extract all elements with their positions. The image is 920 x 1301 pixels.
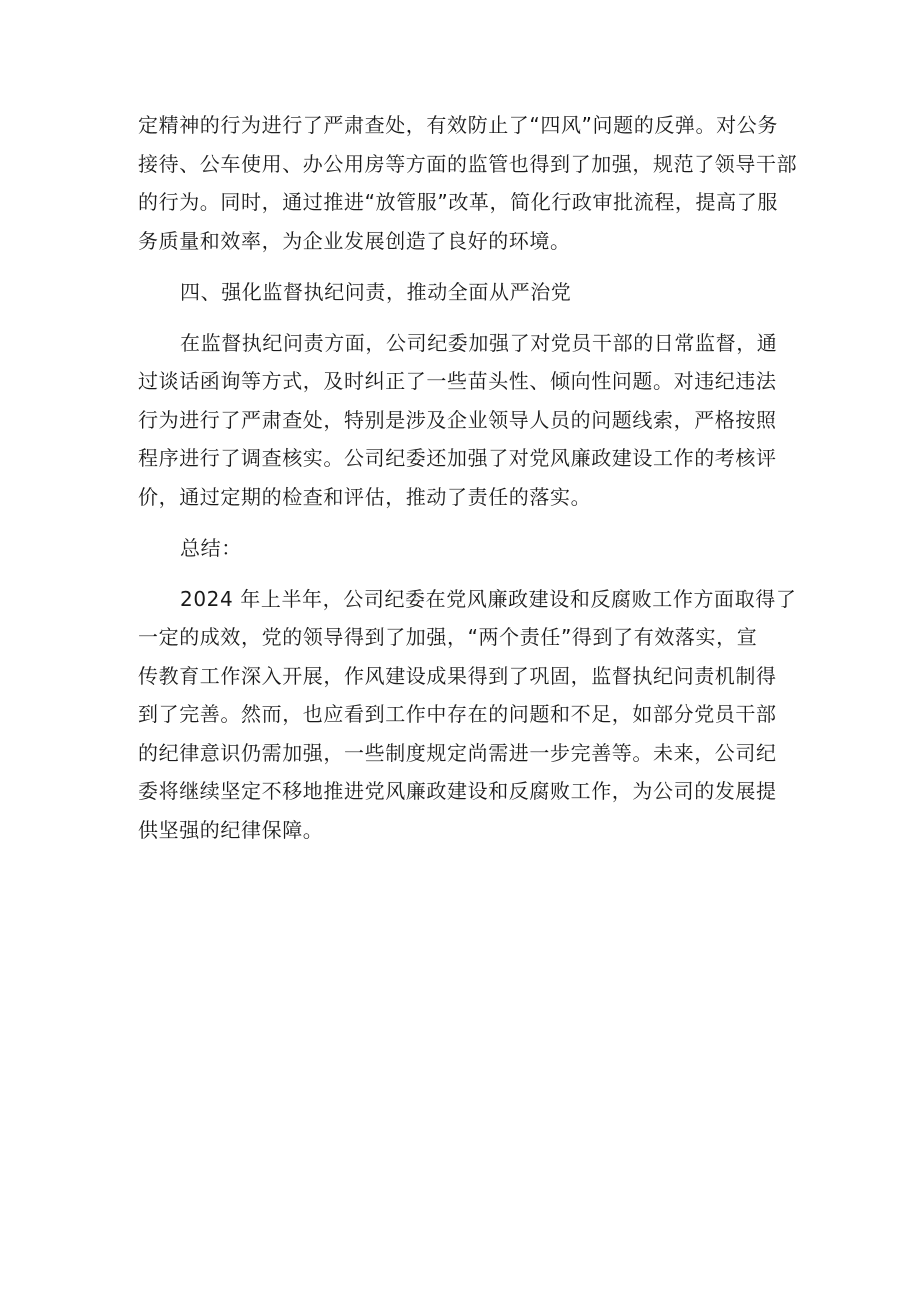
text-line: 务质量和效率，为企业发展创造了良好的环境。 <box>138 228 571 253</box>
section-heading-summary <box>138 529 763 568</box>
text-line: 的行为。同时，通过推进“放管服”改革，简化行政审批流程，提高了服 <box>138 190 778 214</box>
heading-text: 四、强化监督执纪问责，推动全面从严治党 <box>180 279 572 304</box>
text-line: 在监督执纪问责方面，公司纪委加强了对党员干部的日常监督，通 <box>180 330 778 355</box>
text-line: 的纪律意识仍需加强，一些制度规定尚需进一步完善等。未来，公司纪 <box>138 740 777 765</box>
heading-text: 总结： <box>180 535 242 560</box>
paragraph-carryover <box>138 106 798 260</box>
text-line: 价，通过定期的检查和评估，推动了责任的落实。 <box>138 484 592 509</box>
text-line: 定精神的行为进行了严肃查处，有效防止了“四风”问题的反弹。对公务 <box>138 113 778 137</box>
text-line: 供坚强的纪律保障。 <box>138 817 324 842</box>
text-line: 接待、公车使用、办公用房等方面的监管也得到了加强，规范了领导干部 <box>138 151 798 176</box>
text-line: 传教育工作深入开展，作风建设成果得到了巩固，监督执纪问责机制得 <box>138 663 777 688</box>
text-line: 过谈话函询等方式，及时纠正了一些苗头性、倾向性问题。对违纪违法 <box>138 369 777 393</box>
text-line: 到了完善。然而，也应看到工作中存在的问题和不足，如部分党员干部 <box>138 702 777 726</box>
document-body <box>138 106 798 849</box>
paragraph-supervision <box>138 324 778 517</box>
text-line: 程序进行了调查核实。公司纪委还加强了对党风廉政建设工作的考核评 <box>138 446 777 470</box>
text-line: 委将继续坚定不移地推进党风廉政建设和反腐败工作，为公司的发展提 <box>138 779 777 803</box>
text-line: 2024 年上半年，公司纪委在党风廉政建设和反腐败工作方面取得了 <box>180 586 797 611</box>
text-line: 行为进行了严肃查处，特别是涉及企业领导人员的问题线索，严格按照 <box>138 407 777 432</box>
section-heading-four <box>138 273 763 312</box>
paragraph-summary <box>138 580 797 850</box>
text-line: 一定的成效，党的领导得到了加强，“两个责任”得到了有效落实，宣 <box>138 625 758 649</box>
